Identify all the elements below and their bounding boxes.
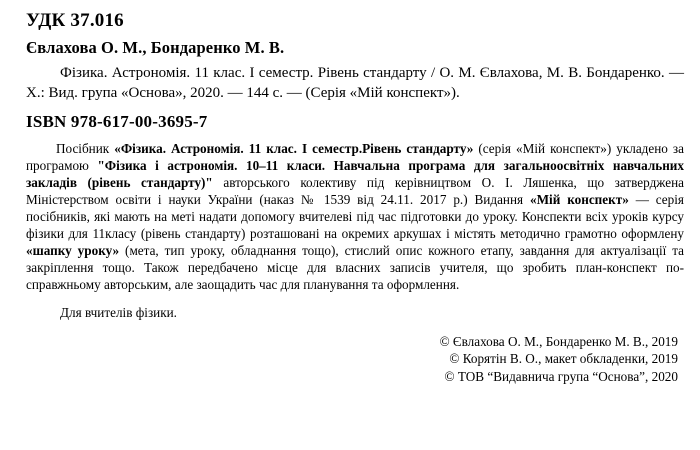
annotation-segment-5: авторського колективу під керівництвом О. І. Ляшенка, що затверджена Міністерством освіти і науки України (наказ № 1539 від 24.11. 2017 р.) Видання (26, 175, 684, 208)
annotation-segment-2: «Фізика. Астрономія. 11 клас. І семестр.Рівень стандарту» (114, 141, 474, 157)
bibliographic-line-2: М. В. Бондаренко. — Х.: Вид. група «Основа», 2020. — 144 с. — (Серія «Мій конспект»). (26, 65, 684, 102)
annotation-segment-7: — серія посібників, які мають на меті надати допомогу вчителеві під час підготовки до уроку. Конспекти всіх уроків курсу фізики для 11класу (рівень стандарту) розташовані на окремих аркушах і містять методично грамотно оформлену (26, 192, 684, 241)
audience-note: Для вчителів фізики. (60, 304, 177, 320)
copyright-line: © ТОВ “Видавнича група “Основа”, 2020 (444, 369, 678, 385)
annotation-segment-4: "Фізика і астрономія. 10–11 класи. Навчальна програма для загальноосвітніх навчальних закладів (рівень стандарту)" (26, 158, 684, 191)
annotation-segment-8: «шапку уроку» (26, 242, 120, 258)
copyright-line: © Корятін В. О., макет обкладенки, 2019 (449, 351, 678, 367)
bibliographic-line-1: Фізика. Астрономія. 11 клас. І семестр. Рівень стандарту / О. М. Євлахова, (60, 65, 543, 81)
authors-line: Євлахова О. М., Бондаренко М. В. (26, 38, 285, 57)
copyright-line: © Євлахова О. М., Бондаренко М. В., 2019 (439, 333, 678, 349)
copyright-block (14, 333, 686, 386)
bibliographic-record (26, 63, 684, 103)
annotation-text (26, 141, 684, 294)
annotation-segment-1: Посібник (56, 141, 115, 157)
annotation-segment-3: (серія «Мій конспект») укладено за програмою (26, 141, 684, 174)
annotation-segment-6: «Мій конспект» (530, 192, 629, 208)
udk-code: УДК 37.016 (26, 10, 124, 31)
annotation-segment-9: (мета, тип уроку, обладнання тощо), стислий опис кожного етапу, завдання для актуалізації та закріплення тощо. Також передбачено місце для власних записів учителя, що зробить план-конспект по-справжньому авторським, але заощадить час для планування та оформлення. (26, 242, 684, 292)
isbn-line: ISBN 978-617-00-3695-7 (26, 112, 208, 132)
